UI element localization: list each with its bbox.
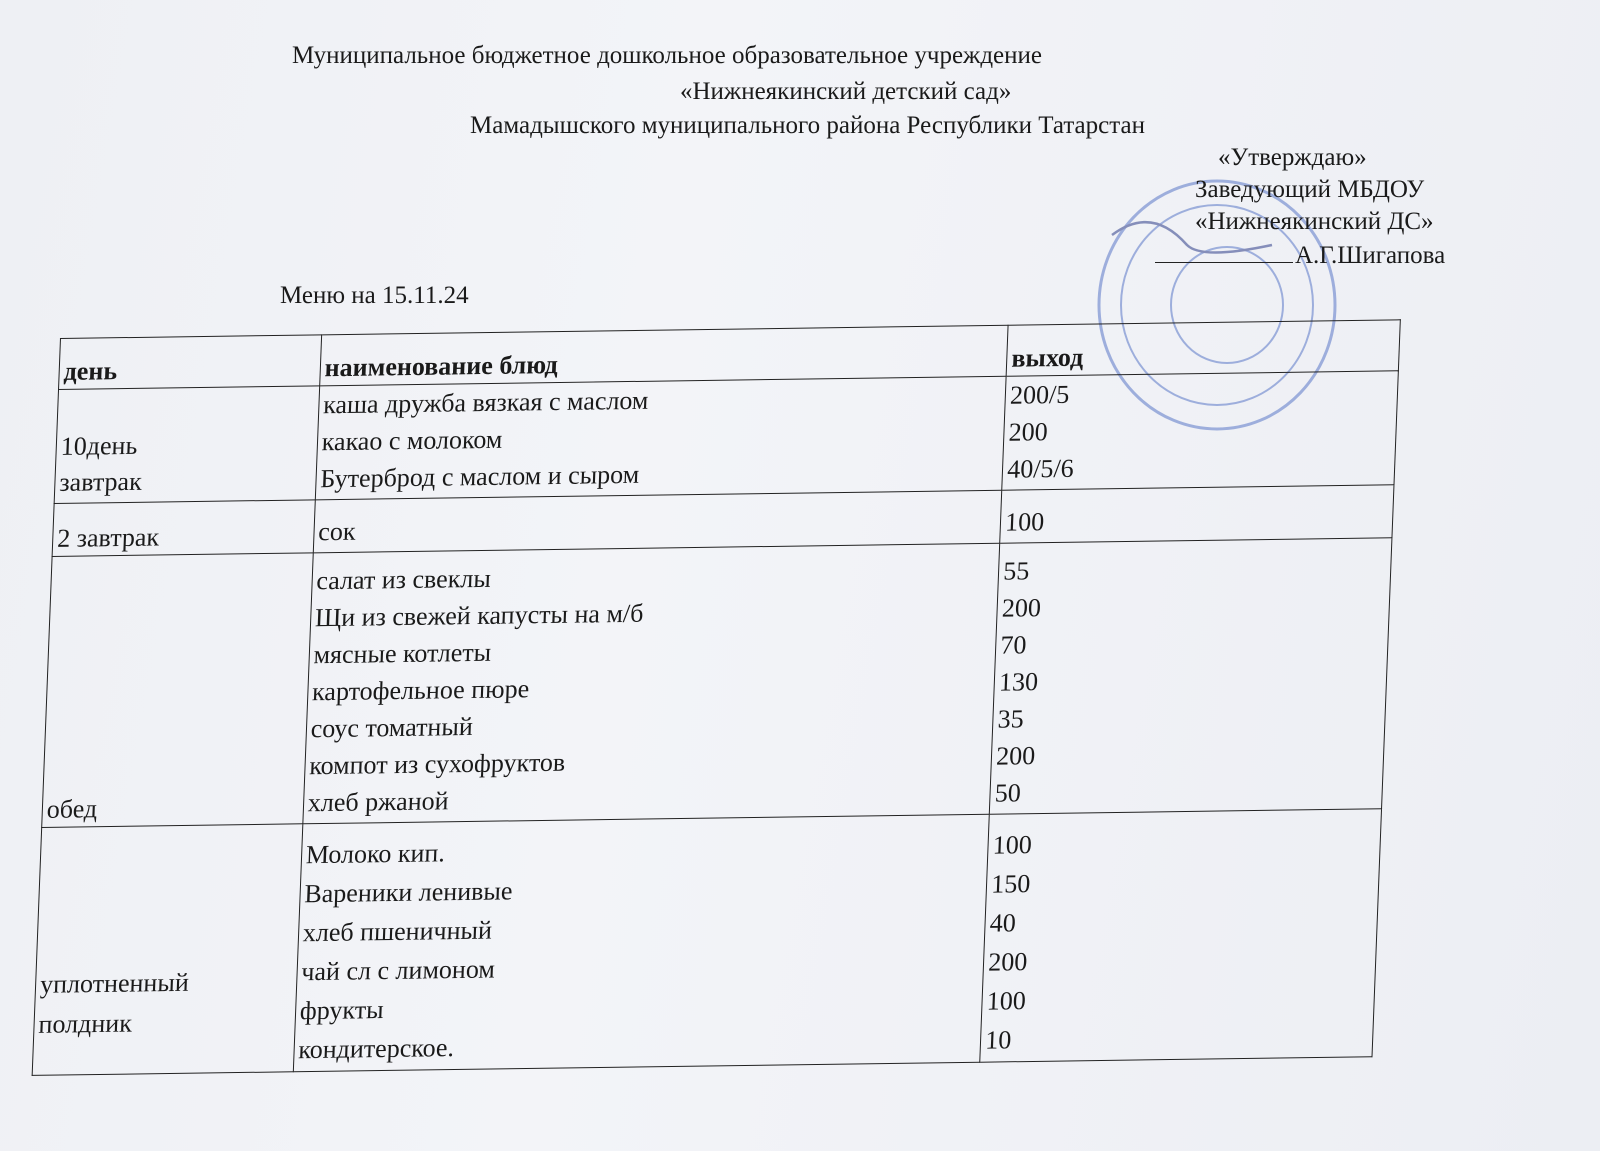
yield-value: 200 <box>1001 593 1042 623</box>
dish-item: кондитерское. <box>297 1033 455 1065</box>
yield-cell <box>1000 485 1394 543</box>
column-header-yield: выход <box>1006 320 1400 376</box>
dish-item: соус томатный <box>310 711 474 744</box>
yield-value: 50 <box>994 778 1022 808</box>
menu-title: Меню на 15.11.24 <box>280 282 469 309</box>
yield-value: 200 <box>1008 417 1049 447</box>
yield-value: 100 <box>1004 507 1045 537</box>
dishes-cell <box>293 814 989 1072</box>
yield-value: 130 <box>998 667 1039 697</box>
menu-table <box>32 319 1401 1076</box>
dish-item: Молоко кип. <box>305 838 446 870</box>
dish-item: Щи из свежей капусты на м/б <box>314 598 645 633</box>
dish-item: картофельное пюре <box>311 674 530 707</box>
header-district: Мамадышского муниципального района Республики Татарстан <box>470 112 1145 139</box>
yield-value: 70 <box>999 630 1028 660</box>
column-header-dishes: наименование блюд <box>319 325 1008 386</box>
dish-item: какао с молоком <box>321 424 503 457</box>
header-kindergarten-name: «Нижнеякинский детский сад» <box>680 78 1012 105</box>
dish-item: каша дружба вязкая с маслом <box>322 385 650 420</box>
day-cell <box>32 824 303 1076</box>
approval-signatory: А.Г.Шигапова <box>1295 242 1446 269</box>
day-cell: обед <box>42 553 313 828</box>
day-cell <box>54 386 319 504</box>
yield-value: 200 <box>987 947 1028 977</box>
dish-item: мясные котлеты <box>313 637 492 670</box>
day-label: 10день завтрак <box>58 430 143 497</box>
yield-value: 200 <box>995 741 1036 771</box>
table-row-afternoon-snack <box>32 809 1381 1076</box>
approval-signature-line <box>1155 242 1445 270</box>
column-header-day: день <box>59 335 322 390</box>
dish-item: салат из свеклы <box>315 563 492 596</box>
yield-value: 100 <box>992 830 1033 860</box>
table-row-breakfast <box>54 371 1398 504</box>
signature-underline <box>1155 262 1293 263</box>
approval-position: Заведующий МБДОУ <box>1195 176 1425 203</box>
yield-value: 100 <box>986 986 1027 1016</box>
yield-cell <box>990 538 1392 814</box>
dish-item: фрукты <box>299 995 385 1026</box>
approval-title: «Утверждаю» <box>1218 144 1367 171</box>
dish-item: хлеб ржаной <box>307 786 450 818</box>
yield-value: 35 <box>997 704 1025 734</box>
dish-item: чай сл с лимоном <box>300 954 496 987</box>
yield-value: 55 <box>1002 556 1030 586</box>
dish-item: Бутерброд с маслом и сыром <box>319 459 640 494</box>
table-row-lunch <box>42 538 1392 828</box>
dishes-cell <box>303 543 1000 824</box>
yield-value: 200/5 <box>1009 379 1070 410</box>
dish-item: Вареники ленивые <box>303 876 514 909</box>
yield-cell <box>980 809 1382 1062</box>
dish-item: компот из сухофруктов <box>308 747 566 781</box>
dishes-cell <box>313 490 1002 553</box>
day-cell: 2 завтрак <box>52 500 315 557</box>
dishes-cell <box>315 376 1006 500</box>
menu-table-wrapper <box>31 319 1400 1083</box>
yield-value: 10 <box>984 1025 1012 1055</box>
approval-organization: «Нижнеякинский ДС» <box>1195 208 1434 235</box>
yield-value: 40/5/6 <box>1006 453 1075 484</box>
yield-value: 150 <box>990 869 1031 899</box>
yield-cell <box>1002 371 1398 490</box>
header-institution: Муниципальное бюджетное дошкольное образовательное учреждение <box>292 42 1042 69</box>
dish-item: сок <box>317 516 357 547</box>
yield-value: 40 <box>989 908 1017 938</box>
dish-item: хлеб пшеничный <box>302 915 493 948</box>
day-label: уплотненный полдник <box>38 967 190 1039</box>
